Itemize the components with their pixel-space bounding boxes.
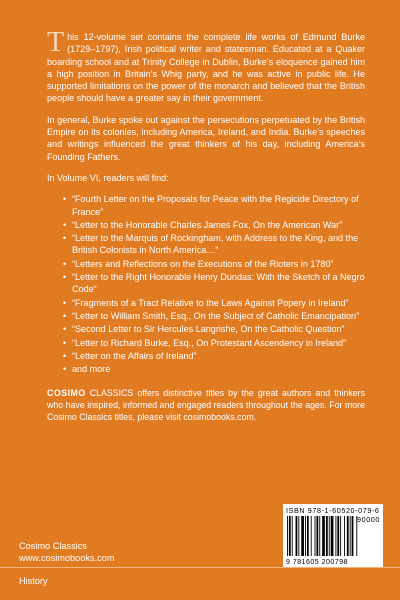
list-item: • “Letter to the Marquis of Rockingham, with Address to the King, and the British Colonists in North America…” [63,232,365,257]
list-item: • “Letter on the Affairs of Ireland” [63,350,365,362]
drop-cap: T [47,27,65,58]
divider [0,567,400,568]
intro-paragraph-text: his 12-volume set contains the complete life works of Edmund Burke (1729–1797), Irish political writer and statesman. Educated at a Quaker boarding school and at Trinity College in Dublin, Burke’s eloquence gained him a high position in Britain’s Whig party, and he was active in public life. He supported limitations on the power of the monarch and believed that the British people should have a greater say in their government. [47,32,365,104]
list-item: • “Letters and Reflections on the Executions of the Rioters in 1780” [63,258,365,270]
list-item: • and more [63,363,365,375]
cosimo-brand: COSIMO [47,388,86,399]
list-item: • “Letter to the Right Honorable Henry Dundas: With the Sketch of a Negro Code” [63,271,365,296]
list-item: • “Letter to the Honorable Charles James Fox, On the American War” [63,219,365,231]
cosimo-blurb-text: CLASSICS offers distinctive titles by the great authors and thinkers who have inspired, informed and engaged readers throughout the ages. For more Cosimo Classics titles, please visit cosimobooks.com. [47,388,365,423]
list-item: • “Fourth Letter on the Proposals for Peace with the Regicide Directory of France” [63,193,365,218]
volume-intro: In Volume VI, readers will find: [47,172,169,183]
list-item: • “Second Letter to Sir Hercules Langrishe, On the Catholic Question” [63,323,365,335]
isbn-label: ISBN 978-1-60520-079-6 [286,506,380,515]
cosimo-blurb [47,387,365,423]
works-list [63,193,365,375]
list-item: • “Letter to William Smith, Esq., On the Subject of Catholic Emancipation” [63,310,365,322]
barcode-bars-icon [286,516,380,556]
publisher-name: Cosimo Classics [19,541,87,551]
category-label: History [19,576,48,586]
publisher-url: www.cosimobooks.com [19,553,115,563]
list-item: • “Letter to Richard Burke, Esq., On Protestant Ascendency in Ireland” [63,337,365,349]
publisher-info [19,540,114,564]
barcode-number: 9 781605 200798 [286,559,348,566]
intro-paragraph [47,27,365,105]
second-paragraph: In general, Burke spoke out against the persecutions perpetuated by the British Empire on its colonies, including America, Ireland, and India. Burke’s speeches and writings influenced the great thinkers of his day, including America’s Founding Fathers. [47,114,365,162]
list-item: • “Fragments of a Tract Relative to the Laws Against Popery in Ireland” [63,297,365,309]
price-code: 90000 [357,515,380,524]
description-block [47,27,365,432]
barcode [283,504,383,568]
